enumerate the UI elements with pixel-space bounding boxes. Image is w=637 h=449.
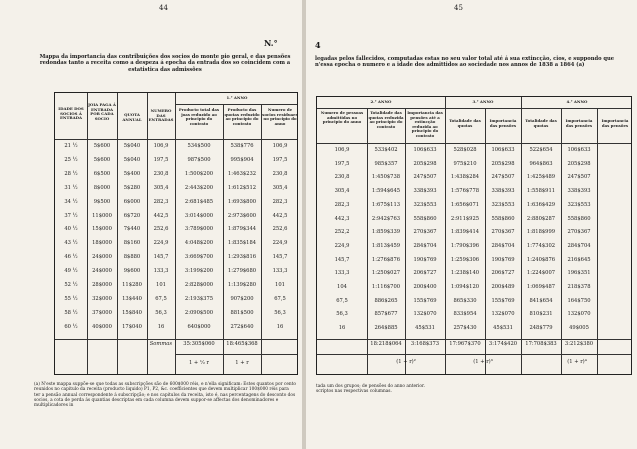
right-cell-p4: 132$070 [567,311,591,318]
right-cell-q4: 1:818$999 [526,229,556,236]
right-cell-p4: 558$860 [567,215,591,222]
sum-q4: 17:708$383 [525,341,557,347]
right-cell-q3: 1:576$778 [450,188,480,195]
right-cell-p3: 247$507 [491,174,515,181]
left-cell-paid: 11$000 [92,212,112,219]
left-cell-age: 49 ½ [64,268,78,275]
formula-year-3: (1 + r)³ [473,359,493,365]
header-total-quotas-4: Totalidade das quotas [525,118,557,128]
header-entries: NUMERO DAS ENTRADAS [148,108,174,123]
right-cell-q3: 528$028 [453,147,477,153]
left-cell-quotas: 272$640 [230,323,254,330]
right-cell-members: 56,3 [336,311,348,318]
left-cell-entries: 133,3 [153,268,169,275]
left-cell-paid: 5$600 [93,156,111,163]
right-cell-members: 252,2 [334,229,350,236]
footnote-right: tada um dos grupos; de pensões do anno anterior. scriptos nas respectivas columnas. [316,384,425,395]
right-cell-q4: 1:224$007 [526,270,556,277]
left-cell-quotas: 1:879$344 [227,226,257,233]
header-product: Producto total das joas reduzido ao principio do contrato [178,107,220,126]
right-cell-p3: 132$070 [491,311,515,318]
right-cell-p2: 132$070 [413,311,437,318]
right-cell-members: 67,5 [336,297,348,304]
footnote-left: (a) N'este mappa suppõe-se que todas as subscripções são de 600$000 réis, e n'ella significam: Estes quantos por cento reunidos no capitulo da receita (producto liquido) P1, P2, &c. coefficientes que devem multiplicar 100$000 réis para ter a pensão annual correspondente á subscripção; e nos capitulos da receita, isto é, nas percentagens do desconto dos socios, a cota de perda ás quantias descriptas em cada columna devem suppor-se affectas dos denominadores e multiplicadores in [34,382,296,409]
left-cell-entries: 106,9 [153,143,169,149]
right-cell-q4: 810$231 [529,311,553,318]
left-cell-product: 2:828$000 [184,282,214,288]
header-year-group: 1.° ANNO [226,95,248,100]
left-cell-entries: 56,3 [155,309,167,316]
left-cell-quotas: 1:279$680 [227,268,257,275]
left-cell-quotas: 995$904 [230,156,254,163]
data-table-left [54,92,298,375]
data-table-right [316,96,632,375]
sum-quotas: 18:465$368 [226,341,258,347]
left-cell-quota: 5$400 [123,170,141,177]
left-cell-product: 1:500$200 [184,170,214,177]
left-cell-age: 25 ½ [64,156,78,163]
right-cell-members: 442,3 [334,215,350,222]
right-cell-p2: 45$531 [415,325,435,332]
right-cell-members: 104 [337,284,347,290]
right-cell-members: 197,5 [334,160,350,167]
header-quota: QUOTA ANNUAL [122,112,142,122]
sum-q2: 18:218$064 [370,341,402,347]
left-cell-paid: 32$000 [92,295,112,302]
left-cell-product: 2:443$200 [184,184,214,191]
right-cell-members: 133,3 [334,270,350,277]
formula-left: 1 + ¹⁄₂ r [188,360,210,366]
left-cell-product: 4:048$200 [184,240,214,247]
table-number-label: N.° [264,38,278,48]
header-year-2: 2.° ANNO [370,99,392,104]
right-cell-q2: 1:675$113 [371,201,401,208]
left-cell-living: 67,5 [274,295,286,302]
left-cell-living: 252,6 [272,226,288,233]
left-cell-product: 987$500 [187,156,211,163]
left-cell-living: 442,5 [272,212,288,219]
right-cell-members: 145,7 [334,256,350,263]
left-cell-age: 52 ½ [64,282,78,288]
header-year-3: 3.° ANNO [472,99,494,104]
header-pensions-4: Importancia das pensões [565,118,593,128]
left-cell-entries: 282,3 [153,198,169,205]
left-cell-quotas: 1:139$280 [227,282,257,288]
formula-year-4: (1 + r)⁴ [567,359,587,365]
left-cell-living: 106,9 [272,143,288,149]
right-cell-q2: 985$357 [374,160,398,167]
header-paid: JOIA PAGA Á ENTRADA POR CADA SOCIO [88,102,116,121]
right-cell-p2: 338$393 [413,188,437,195]
left-cell-entries: 197,5 [153,156,169,163]
right-cell-p3: 270$367 [491,229,515,236]
right-cell-p3: 338$393 [491,188,515,195]
right-cell-p4: 49$005 [569,325,589,332]
sum-p4: 3:212$380 [564,341,594,347]
left-cell-living: 101 [275,282,285,288]
right-cell-q3: 1:259$306 [450,256,480,263]
right-cell-p3: 155$769 [491,297,515,304]
header-total-quotas: Totalidade das quotas reduzida ao principio do contrato [368,110,404,129]
sum-p2: 3:168$373 [410,341,440,347]
right-cell-p3: 323$553 [491,201,515,208]
header-age: IDADE DOS SOCIOS Á ENTRADA [58,106,84,121]
right-cell-q4: 1:636$429 [526,201,556,208]
page-number-left: 44 [159,4,168,12]
left-cell-product: 3:669$700 [184,254,214,261]
left-cell-quota: 8$160 [123,240,141,247]
right-cell-p2: 205$298 [413,160,437,167]
left-cell-age: 21 ½ [64,143,78,149]
right-cell-q3: 865$330 [453,297,477,304]
left-cell-entries: 145,7 [153,254,169,261]
left-cell-entries: 230,8 [153,170,169,177]
left-cell-paid: 15$000 [92,226,112,233]
left-cell-paid: 28$000 [92,282,112,288]
right-cell-p2: 106$633 [413,147,437,153]
right-cell-q2: 1:594$645 [371,188,401,195]
left-cell-quotas: 1:835$184 [227,240,257,247]
right-cell-p4: 196$351 [567,270,591,277]
left-cell-age: 37 ½ [64,212,78,219]
right-cell-q4: 522$654 [529,147,553,153]
left-cell-quota: 13$440 [122,295,142,302]
right-cell-p3: 558$860 [491,215,515,222]
left-cell-quotas: 881$500 [230,309,254,316]
right-cell-p3: 206$727 [491,270,515,277]
right-cell-q3: 1:656$071 [450,201,480,208]
left-cell-quotas: 2:973$600 [227,212,257,219]
right-cell-q4: 964$863 [529,160,553,167]
right-cell-p2: 558$860 [413,215,437,222]
header-pensions: Importancia das pensões até a extincção reduzida ao principio do contrato [407,110,443,138]
left-cell-entries: 67,5 [155,295,167,302]
right-cell-q3: 2:911$925 [450,215,480,222]
table-number-right: 4 [315,40,321,50]
left-cell-product: 3:789$000 [184,226,214,233]
right-cell-p2: 247$507 [413,174,437,181]
left-cell-quotas: 1:612$512 [227,184,257,191]
right-cell-members: 224,9 [334,242,350,249]
left-cell-quotas: 538$776 [230,143,254,149]
page-number-right: 45 [454,4,463,12]
left-cell-quota: 6$720 [123,212,141,219]
right-cell-p4: 205$298 [567,160,591,167]
left-cell-living: 224,9 [272,240,288,247]
right-cell-members: 16 [338,325,346,332]
left-cell-living: 56,3 [274,309,286,316]
right-cell-p4: 216$645 [567,256,591,263]
left-cell-quota: 15$840 [122,309,142,316]
right-cell-q3: 833$954 [453,311,477,318]
right-cell-q2: 1:276$876 [371,256,401,263]
right-cell-p2: 206$727 [413,270,437,277]
header-quotas-product: Producto das quotas reduzido ao principio do contrato [224,107,260,126]
left-cell-quota: 9$600 [123,268,141,275]
header-members: Numero de pessoas admittidas no principio do anno [320,110,364,125]
header-pensions-3: Importancia das pensões [489,118,517,128]
right-cell-q4: 841$654 [529,297,553,304]
right-cell-p3: 200$489 [491,284,515,290]
right-cell-p2: 155$769 [413,297,437,304]
left-cell-product: 3:014$000 [184,212,214,219]
left-cell-quota: 17$040 [122,323,142,330]
left-cell-living: 197,5 [272,156,288,163]
right-cell-q4: 1:558$911 [526,188,556,195]
right-cell-q3: 975$210 [453,160,477,167]
left-cell-quota: 5$040 [123,143,141,149]
right-cell-p2: 190$769 [413,256,437,263]
left-cell-age: 60 ½ [64,323,78,330]
right-cell-q2: 1:116$700 [371,284,401,290]
left-cell-age: 46 ½ [64,254,78,261]
right-cell-p4: 270$367 [567,229,591,236]
right-cell-p3: 284$704 [491,242,515,249]
left-cell-product: 2:090$500 [184,309,214,316]
right-cell-q3: 1:790$396 [450,242,480,249]
left-cell-quota: 6$000 [123,198,141,205]
header-year-4: 4.° ANNO [566,99,588,104]
left-cell-paid: 24$000 [92,254,112,261]
right-cell-members: 305,4 [334,188,350,195]
formula-right: 1 + r [235,360,249,366]
right-cell-q3: 1:238$140 [450,270,480,277]
right-cell-q2: 2:942$763 [371,215,401,222]
right-cell-q4: 248$779 [529,325,553,332]
header-pensions-4b: Importancia das pensões [601,118,629,128]
left-cell-living: 133,3 [272,268,288,275]
left-cell-living: 145,7 [272,254,288,261]
left-cell-paid: 6$500 [93,170,111,177]
left-cell-quotas: 1:293$816 [227,254,257,261]
left-cell-paid: 40$000 [92,323,112,330]
left-cell-product: 3:199$200 [184,268,214,275]
left-cell-quota: 5$040 [123,156,141,163]
left-cell-quota: 5$280 [123,184,141,191]
right-cell-p3: 205$298 [491,160,515,167]
right-cell-p2: 284$704 [413,242,437,249]
right-cell-q4: 1:425$489 [526,174,556,181]
left-cell-age: 55 ½ [64,295,78,302]
left-cell-entries: 442,5 [153,212,169,219]
header-living-members: Numero de socios residuaes no principio do anno [262,107,298,126]
right-cell-q4: 1:069$487 [526,284,556,290]
left-cell-product: 2:681$485 [184,198,214,205]
right-cell-q2: 1:813$459 [371,242,401,249]
left-cell-paid: 24$000 [92,268,112,275]
sum-p3: 3:174$420 [488,341,518,347]
right-cell-p3: 106$633 [491,147,515,153]
table-title-right: legadas pelos fallecidos, computadas estas no seu valor total até á sua extincção, cios, e suppondo que n'essa epocha o numero e a idade dos admittidos ao sociedade nos annos de 1838 a 1864 (a) [315,56,615,69]
right-cell-q3: 1:839$414 [450,229,480,236]
left-page [0,0,302,449]
left-cell-living: 282,3 [272,198,288,205]
sum-product: 35:305$060 [183,341,215,347]
right-cell-members: 282,3 [334,201,350,208]
formula-year-2: (1 + r)² [396,359,416,365]
left-cell-product: 2:193$375 [184,295,214,302]
right-cell-p4: 323$553 [567,201,591,208]
left-cell-age: 34 ½ [64,198,78,205]
right-page [306,0,637,449]
right-cell-p4: 218$378 [567,284,591,290]
left-cell-quotas: 1:693$800 [227,198,257,205]
right-cell-members: 230,8 [334,174,350,181]
left-cell-paid: 5$600 [93,143,111,149]
right-cell-p4: 284$704 [567,242,591,249]
left-cell-age: 43 ½ [64,240,78,247]
header-total-quotas-3: Totalidade das quotas [449,118,481,128]
left-cell-quotas: 907$200 [230,295,254,302]
right-cell-p2: 323$553 [413,201,437,208]
right-cell-q2: 857$677 [374,311,398,318]
right-cell-q2: 1:450$738 [371,174,401,181]
left-cell-entries: 252,6 [153,226,169,233]
left-cell-paid: 9$500 [93,198,111,205]
sum-q3: 17:967$370 [449,341,481,347]
left-cell-living: 230,8 [272,170,288,177]
right-cell-q2: 264$885 [374,325,398,332]
right-cell-members: 106,9 [334,147,350,153]
right-cell-p3: 190$769 [491,256,515,263]
right-cell-q4: 2:880$287 [526,215,556,222]
left-cell-entries: 305,4 [153,184,169,191]
left-cell-quota: 7$440 [123,226,141,233]
right-cell-q3: 257$430 [453,325,477,332]
right-cell-q3: 1:438$284 [450,174,480,181]
right-cell-p4: 164$750 [567,297,591,304]
right-cell-q4: 1:774$302 [526,242,556,249]
left-cell-quota: 11$280 [122,282,142,288]
left-cell-living: 16 [276,323,284,330]
right-cell-q2: 1:859$339 [371,229,401,236]
right-cell-q2: 533$402 [374,147,398,153]
right-cell-p4: 106$633 [567,147,591,153]
left-cell-age: 28 ½ [64,170,78,177]
left-cell-paid: 37$000 [92,309,112,316]
right-cell-p2: 270$367 [413,229,437,236]
left-cell-product: 640$000 [187,323,211,330]
table-title-left: Mappa da importancia das contribuições dos socios do monte pio geral, e das pensões redondas tanto a receita como a despeza á epocha da entrada dos so coincidem com a estatistica das admissões [39,54,291,73]
right-cell-p3: 45$531 [493,325,513,332]
left-cell-entries: 224,9 [153,240,169,247]
sums-label: Sommas [149,341,172,347]
right-cell-p4: 338$393 [567,188,591,195]
left-cell-quota: 8$880 [123,254,141,261]
left-cell-product: 534$500 [187,143,211,149]
right-cell-q4: 1:240$876 [526,256,556,263]
right-cell-q2: 1:250$027 [371,270,401,277]
right-cell-p4: 247$507 [567,174,591,181]
left-cell-paid: 8$000 [93,184,111,191]
right-cell-p2: 200$400 [413,284,437,290]
left-cell-quotas: 1:463$232 [227,170,257,177]
left-cell-age: 58 ½ [64,309,78,316]
left-cell-paid: 18$000 [92,240,112,247]
left-cell-living: 305,4 [272,184,288,191]
right-cell-q2: 886$265 [374,297,398,304]
left-cell-age: 31 ½ [64,184,78,191]
left-cell-entries: 101 [156,282,166,288]
left-cell-entries: 16 [157,323,165,330]
left-cell-age: 40 ½ [64,226,78,233]
right-cell-q3: 1:094$120 [450,284,480,290]
